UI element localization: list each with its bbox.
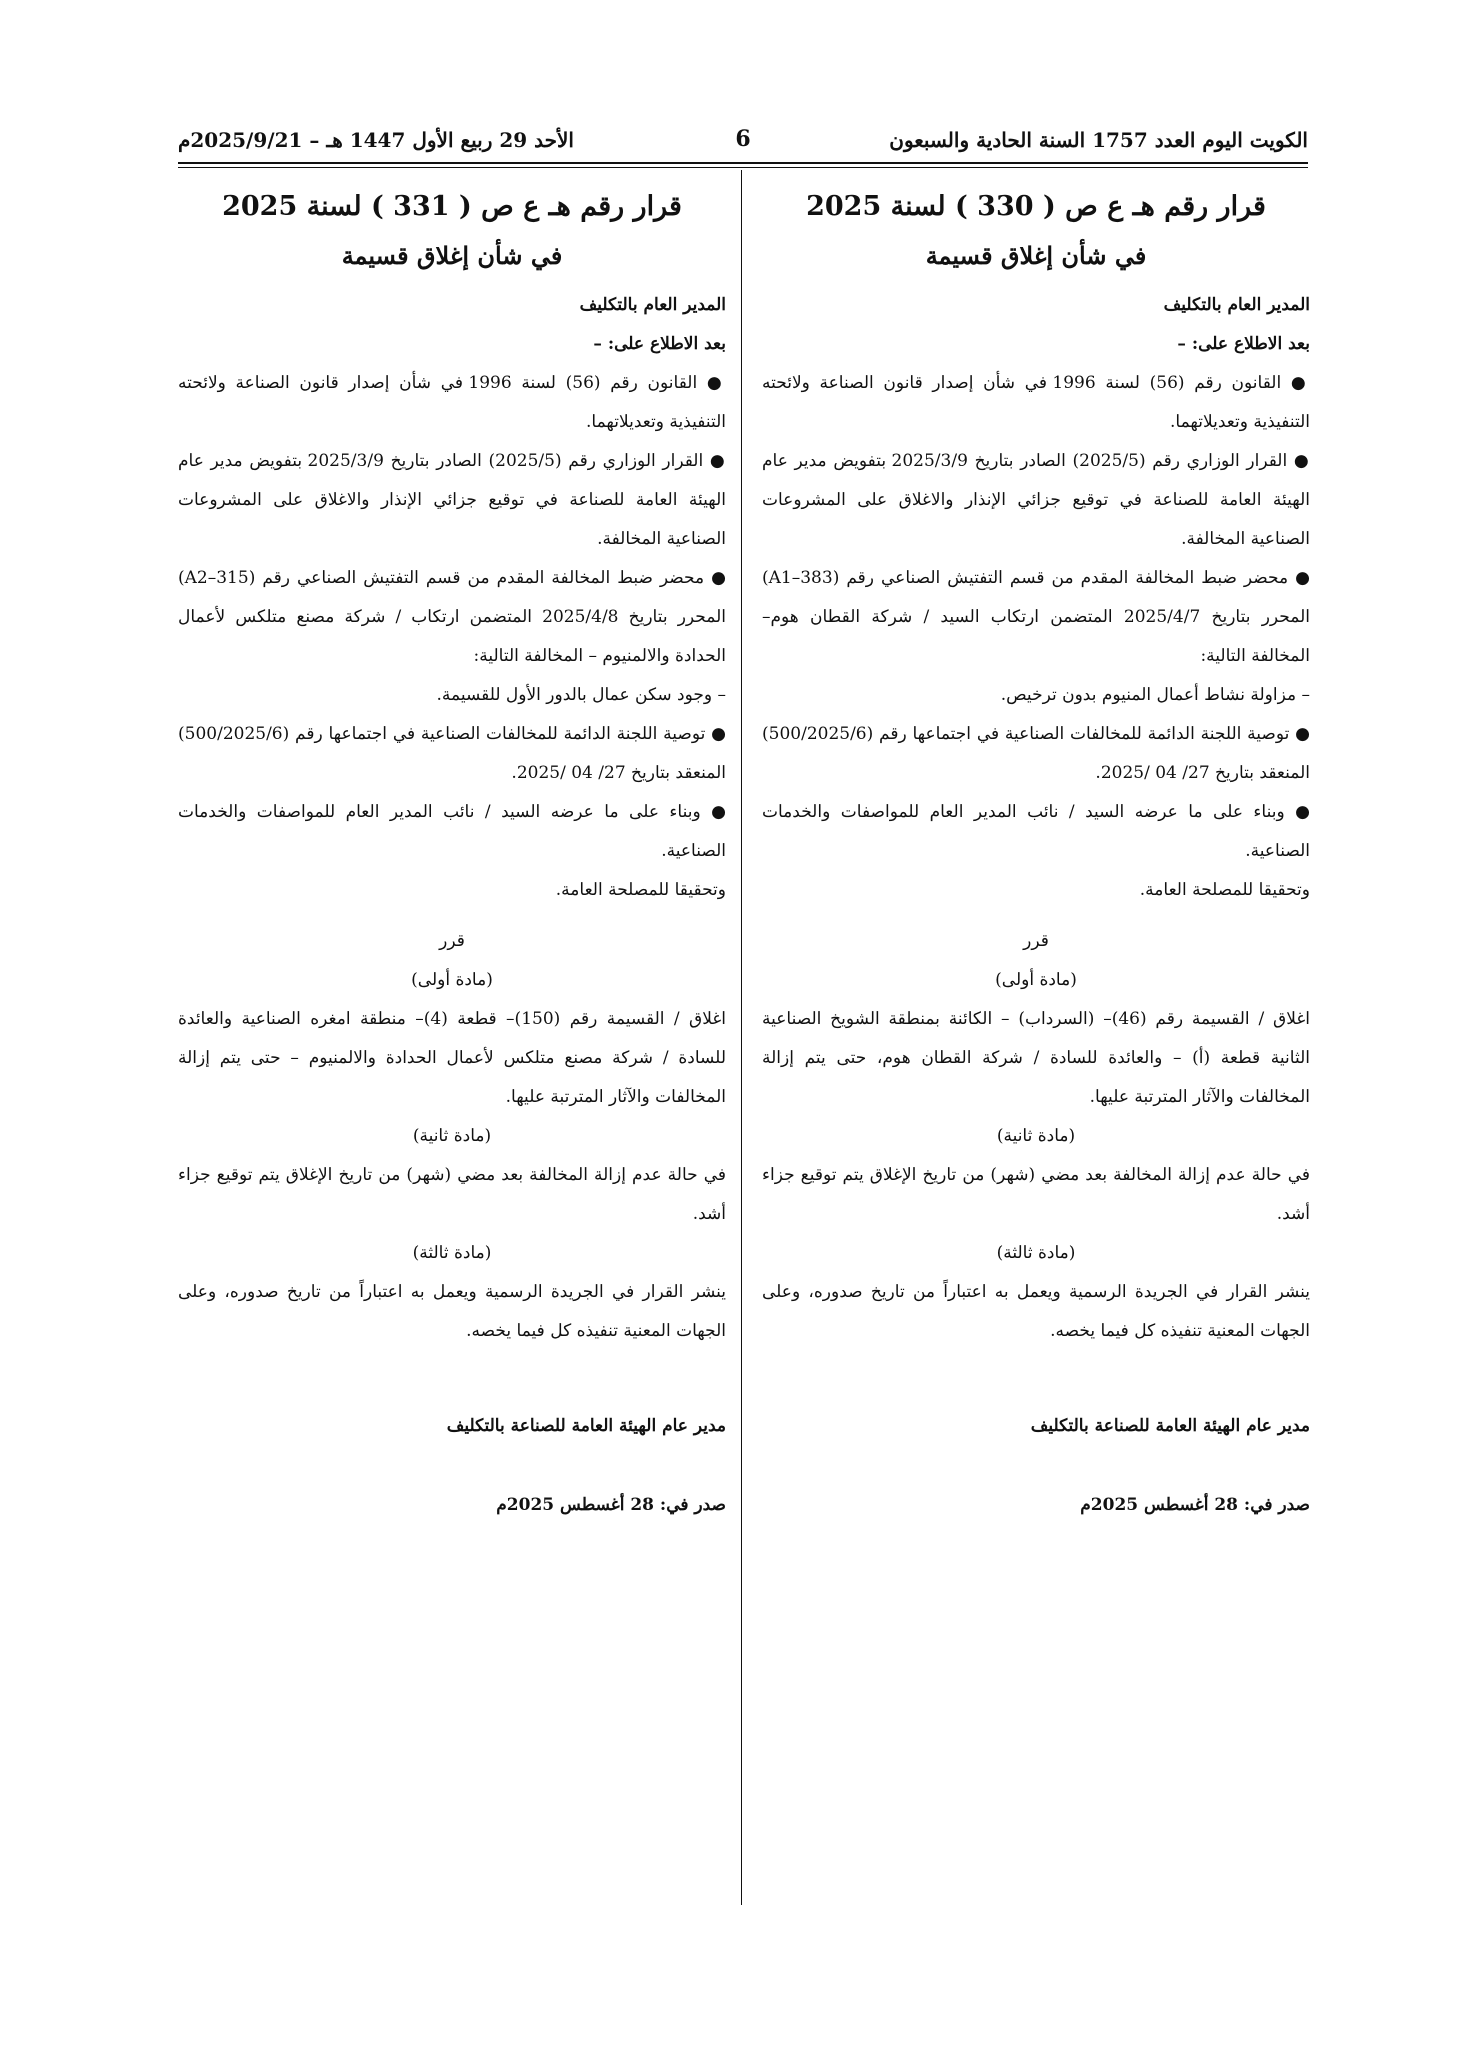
article-1-text: اغلاق / القسيمة رقم (46)– (السرداب) – الكائنة بمنطقة الشويخ الصناعية الثانية قطعة (أ) – والعائدة للسادة / شركة القطان هوم، حتى يتم إزالة المخالفات والآثار المترتبة عليها. [762, 1009, 1310, 1107]
decision-title: قرار رقم هـ ع ص ( 330 ) لسنة 2025 [806, 191, 1266, 222]
article-2-text: في حالة عدم إزالة المخالفة بعد مضي (شهر) من تاريخ الإغلاق يتم توقيع جزاء أشد. [178, 1165, 726, 1224]
page-number: 6 [735, 126, 751, 152]
preamble-item: ● القانون رقم (56) لسنة 1996 في شأن إصدار قانون الصناعة ولائحته التنفيذية وتعديلاتهما. [762, 373, 1311, 432]
preamble-item: ● القرار الوزاري رقم (2025/5) الصادر بتاريخ 2025/3/9 بتفويض مدير عام الهيئة العامة للصناعة في توقيع جزائي الإنذار والاغلاق على المشروعات الصناعية المخالفة. [178, 451, 726, 549]
violation-item: – وجود سكن عمال بالدور الأول للقسيمة. [436, 685, 726, 705]
decision-subtitle: في شأن إغلاق قسيمة [925, 241, 1147, 270]
article-3-text: ينشر القرار في الجريدة الرسمية ويعمل به اعتباراً من تاريخ صدوره، وعلى الجهات المعنية تنفيذه كل فيما يخصه. [762, 1282, 1310, 1341]
decision-331 [178, 182, 726, 1525]
article-1-heading: (مادة أولى) [411, 970, 493, 990]
decided-heading: قرر [1023, 931, 1049, 951]
column-divider [741, 170, 742, 1905]
preamble-item: ● محضر ضبط المخالفة المقدم من قسم التفتيش الصناعي رقم (A2–315) المحرر بتاريخ 2025/4/8 المتضمن ارتكاب / شركة مصنع متلكس لأعمال الحدادة والالمنيوم – المخالفة التالية: [178, 568, 726, 666]
public-interest: وتحقيقا للمصلحة العامة. [1139, 880, 1310, 900]
article-2-heading: (مادة ثانية) [996, 1126, 1076, 1146]
preamble-item: ● وبناء على ما عرضه السيد / نائب المدير العام للمواصفات والخدمات الصناعية. [762, 802, 1310, 861]
issue-date: صدر في: 28 أغسطس 2025م [1080, 1495, 1310, 1515]
preamble-item: ● توصية اللجنة الدائمة للمخالفات الصناعية في اجتماعها رقم (500/2025/6) المنعقد بتاريخ 27/ 04 /2025. [178, 724, 726, 783]
preamble-item: ● وبناء على ما عرضه السيد / نائب المدير العام للمواصفات والخدمات الصناعية. [178, 802, 726, 861]
decision-330 [762, 182, 1310, 1525]
article-1-heading: (مادة أولى) [995, 970, 1077, 990]
decided-heading: قرر [439, 931, 465, 951]
issue-date: صدر في: 28 أغسطس 2025م [496, 1495, 726, 1515]
article-2-heading: (مادة ثانية) [412, 1126, 492, 1146]
after-review: بعد الاطلاع على: – [593, 334, 726, 354]
signature: مدير عام الهيئة العامة للصناعة بالتكليف [446, 1416, 726, 1436]
signature: مدير عام الهيئة العامة للصناعة بالتكليف [1030, 1416, 1310, 1436]
article-3-heading: (مادة ثالثة) [996, 1243, 1076, 1263]
preamble-item: ● محضر ضبط المخالفة المقدم من قسم التفتيش الصناعي رقم (A1–383) المحرر بتاريخ 2025/4/7 المتضمن ارتكاب السيد / شركة القطان هوم– المخالفة التالية: [762, 568, 1311, 666]
article-2-text: في حالة عدم إزالة المخالفة بعد مضي (شهر) من تاريخ الإغلاق يتم توقيع جزاء أشد. [762, 1165, 1310, 1224]
article-3-text: ينشر القرار في الجريدة الرسمية ويعمل به اعتباراً من تاريخ صدوره، وعلى الجهات المعنية تنفيذه كل فيما يخصه. [178, 1282, 726, 1341]
after-review: بعد الاطلاع على: – [1177, 334, 1310, 354]
decision-subtitle: في شأن إغلاق قسيمة [341, 241, 563, 270]
issuer: المدير العام بالتكليف [1163, 295, 1310, 315]
header-rule-thin [178, 167, 1308, 168]
preamble-item: ● القانون رقم (56) لسنة 1996 في شأن إصدار قانون الصناعة ولائحته التنفيذية وتعديلاتهما. [178, 373, 727, 432]
issuer: المدير العام بالتكليف [579, 295, 726, 315]
header-rule [178, 162, 1308, 164]
article-3-heading: (مادة ثالثة) [412, 1243, 492, 1263]
decision-title: قرار رقم هـ ع ص ( 331 ) لسنة 2025 [222, 191, 682, 222]
preamble-item: ● توصية اللجنة الدائمة للمخالفات الصناعية في اجتماعها رقم (500/2025/6) المنعقد بتاريخ 27/ 04 /2025. [762, 724, 1310, 783]
header-date: الأحد 29 ربيع الأول 1447 هـ – 2025/9/21م [178, 128, 574, 152]
page-header [178, 122, 1308, 162]
public-interest: وتحقيقا للمصلحة العامة. [555, 880, 726, 900]
article-1-text: اغلاق / القسيمة رقم (150)– قطعة (4)– منطقة امغره الصناعية والعائدة للسادة / شركة مصنع متلكس لأعمال الحدادة والالمنيوم – حتى يتم إزالة المخالفات والآثار المترتبة عليها. [178, 1009, 726, 1107]
violation-item: – مزاولة نشاط أعمال المنيوم بدون ترخيص. [1000, 685, 1310, 705]
header-issue-info: الكويت اليوم العدد 1757 السنة الحادية والسبعون [889, 128, 1308, 152]
preamble-item: ● القرار الوزاري رقم (2025/5) الصادر بتاريخ 2025/3/9 بتفويض مدير عام الهيئة العامة للصناعة في توقيع جزائي الإنذار والاغلاق على المشروعات الصناعية المخالفة. [762, 451, 1310, 549]
